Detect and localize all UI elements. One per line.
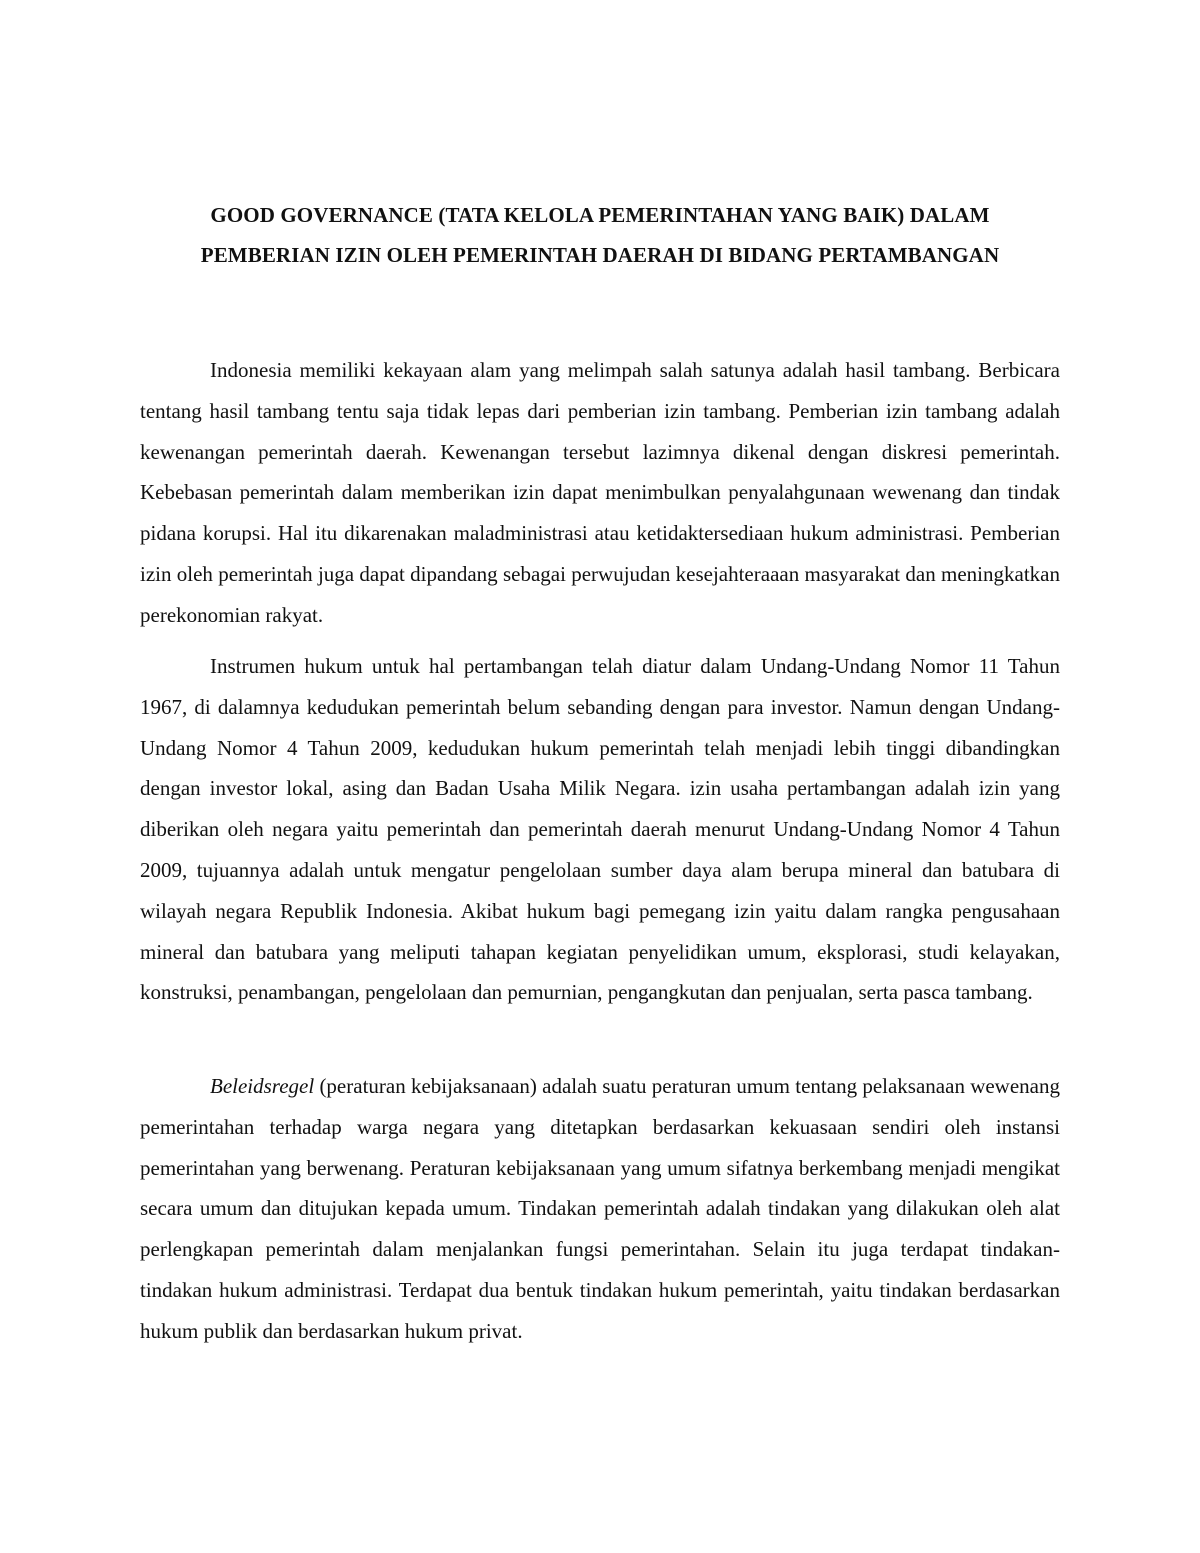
document-title-line-2: PEMBERIAN IZIN OLEH PEMERINTAH DAERAH DI BIDANG PERTAMBANGAN — [200, 243, 1000, 267]
paragraph-3-text: (peraturan kebijaksanaan) adalah suatu peraturan umum tentang pelaksanaan wewenang pemerintahan terhadap warga negara yang ditetapkan berdasarkan kekuasaan sendiri oleh instansi pemerintahan yang berwenang. Peraturan kebijaksanaan yang umum sifatnya berkembang menjadi mengikat secara umum dan ditujukan kepada umum. Tindakan pemerintah adalah tindakan yang dilakukan oleh alat perlengkapan pemerintah dalam menjalankan fungsi pemerintahan. Selain itu juga terdapat tindakan-tindakan hukum administrasi. Terdapat dua bentuk tindakan hukum pemerintah, yaitu tindakan berdasarkan hukum publik dan berdasarkan hukum privat. — [140, 1074, 1060, 1343]
paragraph-3 — [140, 1066, 1060, 1352]
paragraph-1: Indonesia memiliki kekayaan alam yang melimpah salah satunya adalah hasil tambang. Berbicara tentang hasil tambang tentu saja tidak lepas dari pemberian izin tambang. Pemberian izin tambang adalah kewenangan pemerintah daerah. Kewenangan tersebut lazimnya dikenal dengan diskresi pemerintah. Kebebasan pemerintah dalam memberikan izin dapat menimbulkan penyalahgunaan wewenang dan tindak pidana korupsi. Hal itu dikarenakan maladministrasi atau ketidaktersediaan hukum administrasi. Pemberian izin oleh pemerintah juga dapat dipandang sebagai perwujudan kesejahteraaan masyarakat dan meningkatkan perekonomian rakyat. — [140, 358, 1060, 627]
document-title-line-1: GOOD GOVERNANCE (TATA KELOLA PEMERINTAHAN YANG BAIK) DALAM — [210, 203, 990, 227]
beleidsregel-term: Beleidsregel — [210, 1074, 315, 1098]
paragraph-2: Instrumen hukum untuk hal pertambangan telah diatur dalam Undang-Undang Nomor 11 Tahun 1967, di dalamnya kedudukan pemerintah belum sebanding dengan para investor. Namun dengan Undang-Undang Nomor 4 Tahun 2009, kedudukan hukum pemerintah telah menjadi lebih tinggi dibandingkan dengan investor lokal, asing dan Badan Usaha Milik Negara. izin usaha pertambangan adalah izin yang diberikan oleh negara yaitu pemerintah dan pemerintah daerah menurut Undang-Undang Nomor 4 Tahun 2009, tujuannya adalah untuk mengatur pengelolaan sumber daya alam berupa mineral dan batubara di wilayah negara Republik Indonesia. Akibat hukum bagi pemegang izin yaitu dalam rangka pengusahaan mineral dan batubara yang meliputi tahapan kegiatan penyelidikan umum, eksplorasi, studi kelayakan, konstruksi, penambangan, pengelolaan dan pemurnian, pengangkutan dan penjualan, serta pasca tambang. — [140, 654, 1060, 1005]
